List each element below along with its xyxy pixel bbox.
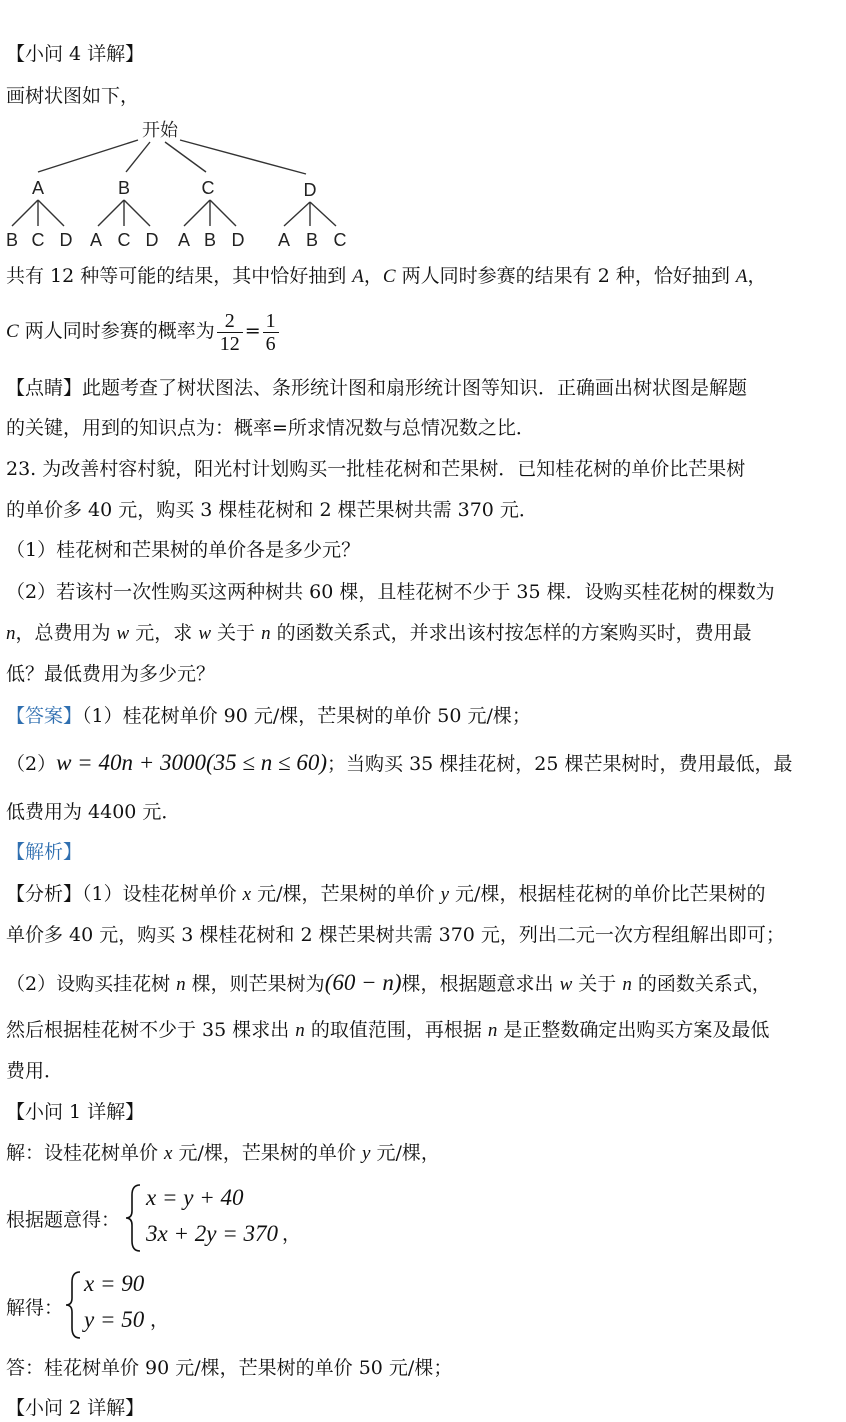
comment-line-2: 的关键，用到的知识点为：概率=所求情况数与总情况数之比． [6,417,535,439]
system-2-label: 解得： [6,1297,64,1319]
section-heading-q2: 【小问 2 详解】 [6,1397,145,1419]
result-line-1: 共有 12 种等可能的结果，其中恰好抽到 A，C 两人同时参赛的结果有 2 种，恰好抽到 A， [6,265,767,287]
question-23-part-1: （1）桂花树和芒果树的单价各是多少元？ [6,539,361,561]
tree-leaf: D [231,230,245,250]
system-2-eq-1: x = 90 [84,1271,145,1296]
analysis-line-4: 然后根据桂花树不少于 35 棵求出 n 的取值范围，再根据 n 是正整数确定出购买方案及最低 [6,1019,770,1041]
question-23-part-2-line-3: 低？最低费用为多少元？ [6,663,216,685]
system-1-eq-1: x = y + 40 [146,1185,244,1210]
tree-leaf: B [5,230,19,250]
solution-line-1: 解：设桂花树单价 x 元/棵，芒果树的单价 y 元/棵， [6,1142,440,1164]
tree-leaf: B [203,230,217,250]
question-23-line-2: 的单价多 40 元，购买 3 棵桂花树和 2 棵芒果树共需 370 元． [6,499,538,521]
system-1-eq-2: 3x + 2y = 370 [146,1221,278,1246]
tree-leaf: A [177,230,191,250]
tree-node: D [303,180,317,200]
answer-tag: 【答案】 [6,705,83,727]
fraction: $\frac{2}{12}$ [217,310,243,355]
result-line-2: C 两人同时参赛的概率为 $\frac{2}{12}$ = $\frac{1}{6}$ [6,306,281,357]
answer-line-1: 【答案】（1）桂花树单价 90 元/棵，芒果树的单价 50 元/棵； [6,705,531,727]
tree-leaf: A [277,230,291,250]
formula-60-minus-n: (60 − n) [324,970,402,995]
question-23-line-1: 23. 为改善村容村貌，阳光村计划购买一批桂花树和芒果树．已知桂花树的单价比芒果树 [6,458,746,480]
section-heading-q1: 【小问 1 详解】 [6,1101,145,1123]
tree-node: B [117,178,131,198]
system-1-label: 根据题意得： [6,1209,121,1231]
analysis-line-5: 费用． [6,1060,64,1082]
tree-node: A [31,178,45,198]
tree-leaf: D [59,230,73,250]
fraction: $\frac{1}{6}$ [263,310,279,355]
tree-leaf: B [305,230,319,250]
answer-statement: 答：桂花树单价 90 元/棵，芒果树的单价 50 元/棵； [6,1357,453,1379]
tree-leaf: D [145,230,159,250]
tree-intro: 画树状图如下， [6,85,140,107]
tree-diagram [0,112,360,252]
comment-line-1: 【点睛】此题考查了树状图法、条形统计图和扇形统计图等知识．正确画出树状图是解题 [6,377,748,399]
answer-line-3: 低费用为 4400 元． [6,801,181,823]
analysis-line-2: 单价多 40 元，购买 3 棵桂花树和 2 棵芒果树共需 370 元，列出二元一次方程组解出即可； [6,924,785,946]
system-2-eq-2: y = 50 [84,1307,145,1332]
answer-line-2: （2）w = 40n + 3000(35 ≤ n ≤ 60)；当购买 35 棵挂花树，25 棵芒果树时，费用最低，最 [6,750,793,775]
left-brace [124,1183,144,1253]
analysis-line-3: （2）设购买挂花树 n 棵，则芒果树为(60 − n)棵，根据题意求出 w 关于 n 的函数关系式， [6,970,771,995]
analysis-tag: 【解析】 [6,841,83,863]
tree-leaf: C [333,230,347,250]
answer-formula: w = 40n + 3000(35 ≤ n ≤ 60) [56,750,328,775]
tree-leaf: C [117,230,131,250]
left-brace [64,1270,84,1340]
system-2-comma: ， [150,1309,170,1331]
question-23-part-2-line-1: （2）若该村一次性购买这两种树共 60 棵，且桂花树不少于 35 棵．设购买桂花树的棵数为 [6,581,775,603]
tree-node: C [201,178,215,198]
tree-leaf: A [89,230,103,250]
tree-leaf: C [31,230,45,250]
section-heading-q4: 【小问 4 详解】 [6,43,145,65]
question-23-part-2-line-2: n，总费用为 w 元，求 w 关于 n 的函数关系式，并求出该村按怎样的方案购买时，费用最 [6,622,752,644]
analysis-line-1: 【分析】（1）设桂花树单价 x 元/棵，芒果树的单价 y 元/棵，根据桂花树的单价比芒果树的 [6,883,766,905]
system-1-comma: ， [282,1223,302,1245]
tree-root: 开始 [142,120,178,140]
